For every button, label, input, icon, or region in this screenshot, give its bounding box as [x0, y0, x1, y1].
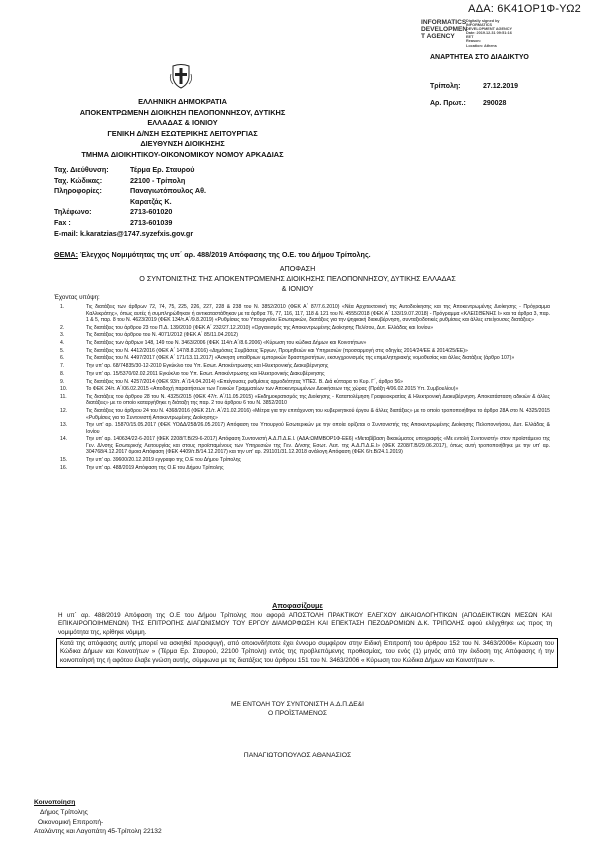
- logo-line: T AGENCY: [421, 33, 455, 41]
- consideration-item: [60, 363, 550, 370]
- signature-line: INFORMATICS: [466, 23, 493, 28]
- consideration-item: [60, 408, 550, 421]
- consideration-number: 15.: [60, 457, 68, 464]
- info-value-2: Καρατζάς Κ.: [130, 196, 172, 206]
- distribution-list: [34, 808, 162, 837]
- consideration-number: 8.: [60, 370, 65, 377]
- consideration-text: Τις διατάξεις του Ν. 4257/2014 (ΦΕΚ 93/τ. Α΄/14.04.2014) «Επείγουσες ρυθμίσεις αρμοδιότητας ΥΠΕΣ. Β. Διά κύτταρα το Κυρ. Γ΄, άρθρο 56»: [86, 378, 403, 385]
- subject-text: Έλεγχος Νομιμότητας της υπ΄ αρ. 488/2019 Απόφασης της Ο.Ε. του Δήμου Τρίπολης.: [79, 250, 371, 259]
- logo-line: INFORMATICS: [421, 19, 467, 26]
- consideration-number: 6.: [60, 355, 65, 362]
- protocol-number: [430, 100, 507, 107]
- consideration-item: [60, 355, 550, 362]
- phone-label: Τηλέφωνο:: [54, 207, 92, 217]
- consideration-text: Τις διατάξεις του άρθρου 23 του Π.Δ. 139/2010 (ΦΕΚ Α΄ 232/27.12.2010) «Οργανισμός της Αποκεντρωμένης Διοίκησης Πελ/σου, Δυτ. Ελλάδας και Ιονίου»: [86, 324, 434, 331]
- consideration-number: 10.: [60, 386, 68, 393]
- consideration-number: 2.: [60, 324, 65, 331]
- zip-value: 22100 - Τρίπολη: [130, 175, 186, 185]
- logo-line: DEVELOPMEN: [421, 26, 468, 34]
- consideration-number: 9.: [60, 378, 65, 385]
- email-line: E-mail: k.karatzias@1747.syzefxis.gov.gr: [54, 228, 194, 238]
- consideration-text: Τις διατάξεις του Ν. 4412/2016 (ΦΕΚ Α΄ 147/8.8.2016) «Δημόσιες Συμβάσεις Έργων, Προμηθειών και Υπηρεσιών (προσαρμογή στις οδηγίες 2014/24/ΕΕ & 2014/25/ΕΕ)»: [86, 347, 468, 354]
- signature-line: DEVELOPMENT AGENCY: [466, 27, 513, 32]
- consideration-number: 12.: [60, 408, 68, 415]
- place-date-value: 27.12.2019: [483, 83, 519, 90]
- consideration-text: Την υπ' αρ. 15870/15.05.2017 (ΦΕΚ ΥΟΔΔ/258/26.05.2017) Απόφαση του Υπουργού Εσωτερικών με την οποία ορίζεται ο Συντονιστής της Αποκεντρωμένης Διοίκησης Πελοποννήσου, Δυτ. Ελλάδας & Ιονίου: [86, 422, 550, 435]
- decision-title-line: ΑΠΟΦΑΣΗ: [279, 264, 316, 273]
- consideration-text: Το ΦΕΚ 24/τ. Α΄/06.02.2015 «Αποδοχή παραιτήσεων των Γενικών Γραμματέων των Αποκεντρωμένων Διοικήσεων της χώρας (Πράξη 4/06.02.2015 Υπ. Συμβουλίου)»: [86, 386, 459, 393]
- header-line: ΔΙΕΥΘΥΝΣΗ ΔΙΟΙΚΗΣΗΣ: [140, 139, 225, 149]
- protocol-label: Αρ. Πρωτ.:: [430, 100, 466, 107]
- consideration-item: [60, 379, 550, 386]
- street-label: Ταχ. Διεύθυνση:: [54, 165, 109, 174]
- header-line: ΑΠΟΚΕΝΤΡΩΜΕΝΗ ΔΙΟΙΚΗΣΗ ΠΕΛΟΠΟΝΝΗΣΟΥ, ΔΥΤΙΚΗΣ: [79, 107, 286, 117]
- authority-line-1: ΜΕ ΕΝΤΟΛΗ ΤΟΥ ΣΥΝΤΟΝΙΣΤΗ Α.Δ.Π.ΔΕ&Ι: [231, 701, 364, 708]
- decision-body: Η υπ΄ αρ. 488/2019 Απόφαση της Ο.Ε του Δήμου Τρίπολης που αφορά ΑΠΟΣΤΟΛΗ ΠΡΑΚΤΙΚΟΥ ΕΛΕΓΧΟΥ ΔΙΚΑΙΟΛΟΓΗΤΙΚΩΝ (ΑΠΟΔΕΙΚΤΙΚΩΝ ΜΕΣΩΝ ΚΑΙ ΕΠΙΚΑΙΡΟΠΟΙΗΜΕΝΩΝ) ΤΗΣ ΕΠΙΤΡΟΠΗΣ ΔΙΑΓΩΝΙΣΜΟΥ ΤΟΥ ΕΡΓΟΥ ΔΙΑΜΟΡΦΩΣΗ ΚΑΙ ΕΠΕΚΤΑΣΗ ΠΕΖΟΔΡΟΜΙΩΝ Δ.Κ. ΤΡΙΠΟΛΗΣ αφού ελέγχθηκε ως προς τη νομιμότητα της, κρίθηκε νόμιμη.: [58, 612, 552, 636]
- decision-title: [20, 264, 575, 294]
- consideration-item: [60, 340, 550, 347]
- consideration-number: 11.: [60, 393, 67, 400]
- phone-value: 2713-601020: [130, 207, 173, 217]
- place-date-label: Τρίπολη:: [430, 83, 461, 90]
- considering-label: Έχοντας υπόψη:: [54, 294, 100, 301]
- greek-coat-of-arms-icon: [169, 62, 193, 90]
- consideration-text: Την υπ' αρ. 140634/22-6-2017 (ΦΕΚ 2208/Τ.Β/29-6-2017) Απόφαση Συντονιστή Α.Δ.Π.Δ.Ε.Ι. (ΑΔΑ:ΩΜΜΒΟΡ1Φ-ΕΕ6) «Μεταβίβαση δικαιώματος υπογραφής «Με εντολή Συντονιστή» στον προϊστάμενο της Γεν. Δ/νσης Εσωτερικής Λειτουργίας και στους προϊσταμένους των Υπηρεσιών της Γεν. Δ/νσης Εσωτ. Λειτ. της Α.Δ.Π.Δ.Ε.Ι» (ΦΕΚ 2208/Τ.Β/29.06.2017), όπως αυτή τροποποιήθηκε με την υπ' αρ. 304768/4.12.2017 όμοια Απόφαση (ΦΕΚ 4409/τ.Β/14.12.2017) και την υπ' αρ. 291101/31.12.2018 ανάλογη Απόφαση (ΦΕΚ 6/τ.Β/24.1.2019): [86, 436, 550, 456]
- authority-line: [20, 700, 575, 718]
- decision-title-line: & ΙΟΝΙΟΥ: [281, 284, 314, 293]
- we-decide-heading: Αποφασίζουμε: [272, 601, 323, 610]
- appeal-notice: Κατά της απόφασης αυτής μπορεί να ασκηθεί προσφυγή, από οποιονδήποτε έχει έννομο συμφέρον στην Ειδική Επιτροπή του άρθρου 152 του Ν. 3463/2006« Κύρωση του Κώδικα Δήμων και Κοινοτήτων » (Τέρμα Ερ. Σταυρού, 22100 Τρίπολη) εντός της προβλεπόμενης προθεσμίας, του ενός (1) μηνός από την έκδοση της Απόφασης ή την κοινοποίησή της ή αφότου έλαβε γνώση αυτής, σύμφωνα με τις διατάξεις του άρθρου 151 του Ν. 3463/2006 « Κύρωση του Κώδικα Δήμων και Κοινοτήτων ».: [56, 638, 558, 668]
- consideration-text: Την υπ' αρ. 15/5370/02.02.2011 Εγκύκλιο του Υπ. Εσωτ. Αποκέντρωσης και Ηλεκτρονικής Διακυβέρνησης: [86, 370, 325, 377]
- consideration-number: 14.: [60, 436, 68, 443]
- ada-number: ΑΔΑ: 6Κ41ΟΡ1Φ-ΥΩ2: [468, 3, 581, 15]
- place-date: [430, 83, 519, 90]
- consideration-text: Τις διατάξεις του άρθρου του Ν. 4071/2012 (ΦΕΚ Α΄ 85/11.04.2012): [86, 332, 238, 339]
- decision-title-line: Ο ΣΥΝΤΟΝΙΣΤΗΣ ΤΗΣ ΑΠΟΚΕΝΤΡΩΜΕΝΗΣ ΔΙΟΙΚΗΣΗΣ ΠΕΛΟΠΟΝΝΗΣΟΥ, ΔΥΤΙΚΗΣ ΕΛΛΑΔΑΣ: [139, 274, 456, 283]
- consideration-text: Τις διατάξεις των άρθρων 148, 149 του Ν. 3463/2006 (ΦΕΚ 114/τ.Α΄/8.6.2006) «Κύρωση του κώδικα Δήμων και Κοινοτήτων»: [86, 340, 367, 347]
- consideration-number: 13.: [60, 422, 68, 429]
- consideration-text: Τις διατάξεις των άρθρων 72, 74, 75, 225, 226, 227, 228 & 238 του Ν. 3852/2010 (ΦΕΚ Α΄ 87/7.6.2010) «Νέα Αρχιτεκτονική της Αυτοδιοίκησης και της Αποκεντρωμένης Διοίκησης - Πρόγραμμα Καλλικράτης», όπως αυτές ή συμπληρώθηκαν ή αντικαταστάθηκαν με τα άρθρα 76, 77, 116, 117, 118 & 121 του Ν. 4555/2018 (ΦΕΚ Α΄ 133/19.07.2018) - Πρόγραμμα «ΚΛΕΙΣΘΕΝΗΣ Ι» και τα άρθρα 3, παρ. 1 & 5, παρ. 8 του Ν. 4623/2019 (ΦΕΚ 134/τ.Α΄/9.8.2019) «Ρυθμίσεις του Υπουργείου Εσωτερικών, διατάξεις για την ψηφιακή διακυβέρνηση, συνταξιοδοτικές ρυθμίσεις και άλλες επείγουσες διατάξεις»: [86, 304, 550, 323]
- consideration-number: 16.: [60, 464, 68, 471]
- consideration-item: [60, 457, 550, 464]
- consideration-text: Την υπ' αρ. 488/2019 Απόφαση της Ο.Ε του Δήμου Τρίπολης: [86, 464, 224, 471]
- digital-signature-info: [466, 19, 536, 48]
- authority-line-2: Ο ΠΡΟΪΣΤΑΜΕΝΟΣ: [268, 710, 327, 717]
- anartitea-label: ΑΝΑΡΤΗΤΕΑ ΣΤΟ ΔΙΑΔΙΚΤΥΟ: [430, 54, 529, 61]
- consideration-item: [60, 304, 550, 324]
- consideration-number: 1.: [60, 304, 65, 310]
- header-line: ΕΛΛΑΔΑΣ & ΙΟΝΙΟΥ: [147, 118, 218, 128]
- consideration-text: Τις διατάξεις του άρθρου 24 του Ν. 4368/2016 (ΦΕΚ 21/τ. Α΄/21.02.2016) «Μέτρα για την επιτάχυνση του κυβερνητικού έργου & άλλες διατάξεις» με το οποίο τροποποιήθηκε το άρθρο 28Α στο Ν. 4325/2015 «Ρυθμίσεις για το Συντονιστή Αποκεντρωμένης Διοίκησης»: [86, 408, 550, 421]
- consideration-text: Την υπ' αρ. 68/74835/30-12-2010 Εγκύκλιο του Υπ. Εσωτ. Αποκέντρωσης και Ηλεκτρονικής Διακυβέρνησης: [86, 363, 329, 370]
- consideration-item: [60, 465, 550, 472]
- zip-label: Ταχ. Κώδικας:: [54, 175, 103, 185]
- recipient: Δήμος Τρίπολης: [40, 809, 88, 816]
- consideration-text: Την υπ' αρ. 39600/20.12.2019 εγγραφο της Ο.Ε του Δήμου Τρίπολης: [86, 457, 242, 464]
- signature-line: Reason:: [466, 39, 481, 44]
- consideration-item: [60, 436, 550, 456]
- consideration-item: [60, 422, 550, 435]
- subject-label: ΘΕΜΑ:: [54, 250, 78, 259]
- consideration-text: Τις διατάξεις του Ν. 4497/2017 (ΦΕΚ Α΄ 171/13.11.2017) «Άσκηση υπαίθριων εμπορικών δραστηριοτήτων, εκσυγχρονισμός της επιμελητηριακής νομοθεσίας και άλλες διατάξεις (άρθρο 107)»: [86, 355, 515, 362]
- consideration-item: [60, 348, 550, 355]
- subject-line: [54, 250, 371, 259]
- info-label: Πληροφορίες:: [54, 186, 102, 196]
- recipient: Αταλάντης και Λαγοπάτη 45-Τρίπολη 22132: [34, 828, 162, 836]
- consideration-item: [60, 394, 550, 407]
- consideration-number: 5.: [60, 347, 65, 354]
- header-line: ΕΛΛΗΝΙΚΗ ΔΗΜΟΚΡΑΤΙΑ: [138, 97, 227, 106]
- protocol-value: 290028: [483, 100, 507, 107]
- consideration-number: 7.: [60, 363, 65, 370]
- info-value: Παναγιωτόπουλος Αθ.: [130, 186, 207, 196]
- consideration-number: 4.: [60, 340, 65, 347]
- recipient: Οικονομική Επιτροπή-: [38, 818, 104, 826]
- informatics-logo: [421, 19, 468, 41]
- consideration-item: [60, 386, 550, 393]
- street-value: Τέρμα Ερ. Σταυρού: [130, 165, 195, 174]
- considerations-list: [60, 304, 550, 473]
- header-line: ΓΕΝΙΚΗ Δ/ΝΣΗ ΕΣΩΤΕΡΙΚΗΣ ΛΕΙΤΟΥΡΓΙΑΣ: [107, 128, 258, 138]
- consideration-item: [60, 371, 550, 378]
- header-line: ΤΜΗΜΑ ΔΙΟΙΚΗΤΙΚΟΥ-ΟΙΚΟΝΟΜΙΚΟΥ ΝΟΜΟΥ ΑΡΚΑΔΙΑΣ: [81, 149, 284, 159]
- issuer-header: [54, 97, 311, 161]
- signatory-name: ΠΑΝΑΓΙΩΤΟΠΟΥΛΟΣ ΑΘΑΝΑΣΙΟΣ: [243, 752, 352, 759]
- signature-line: Location: Athens: [466, 43, 497, 48]
- distribution-heading: Κοινοποίηση: [34, 799, 76, 806]
- fax-value: 2713-601039: [130, 217, 173, 227]
- signature-line: Digitally signed by: [466, 19, 500, 23]
- fax-label: Fax :: [54, 217, 71, 227]
- consideration-item: [60, 332, 550, 339]
- signature-line: Date: 2019.12.31 09:51:16: [466, 31, 512, 36]
- consideration-text: Τις διατάξεις του άρθρου 28 του Ν. 4325/2015 (ΦΕΚ 47/τ. Α΄/11.05.2015) «Εκδημοκρατισμός της Διοίκησης - Καταπολέμηση Γραφειοκρατίας & Ηλεκτρονική Διακυβέρνηση. Αποκατάσταση αδικιών & άλλες διατάξεις» με το οποίο καταργήθηκε η διάταξη της παρ. 2 του άρθρου 6 του Ν. 3852/2010: [86, 393, 550, 407]
- signature-line: EET: [466, 35, 474, 40]
- consideration-number: 3.: [60, 332, 65, 339]
- consideration-item: [60, 325, 550, 332]
- contact-block: [54, 165, 207, 239]
